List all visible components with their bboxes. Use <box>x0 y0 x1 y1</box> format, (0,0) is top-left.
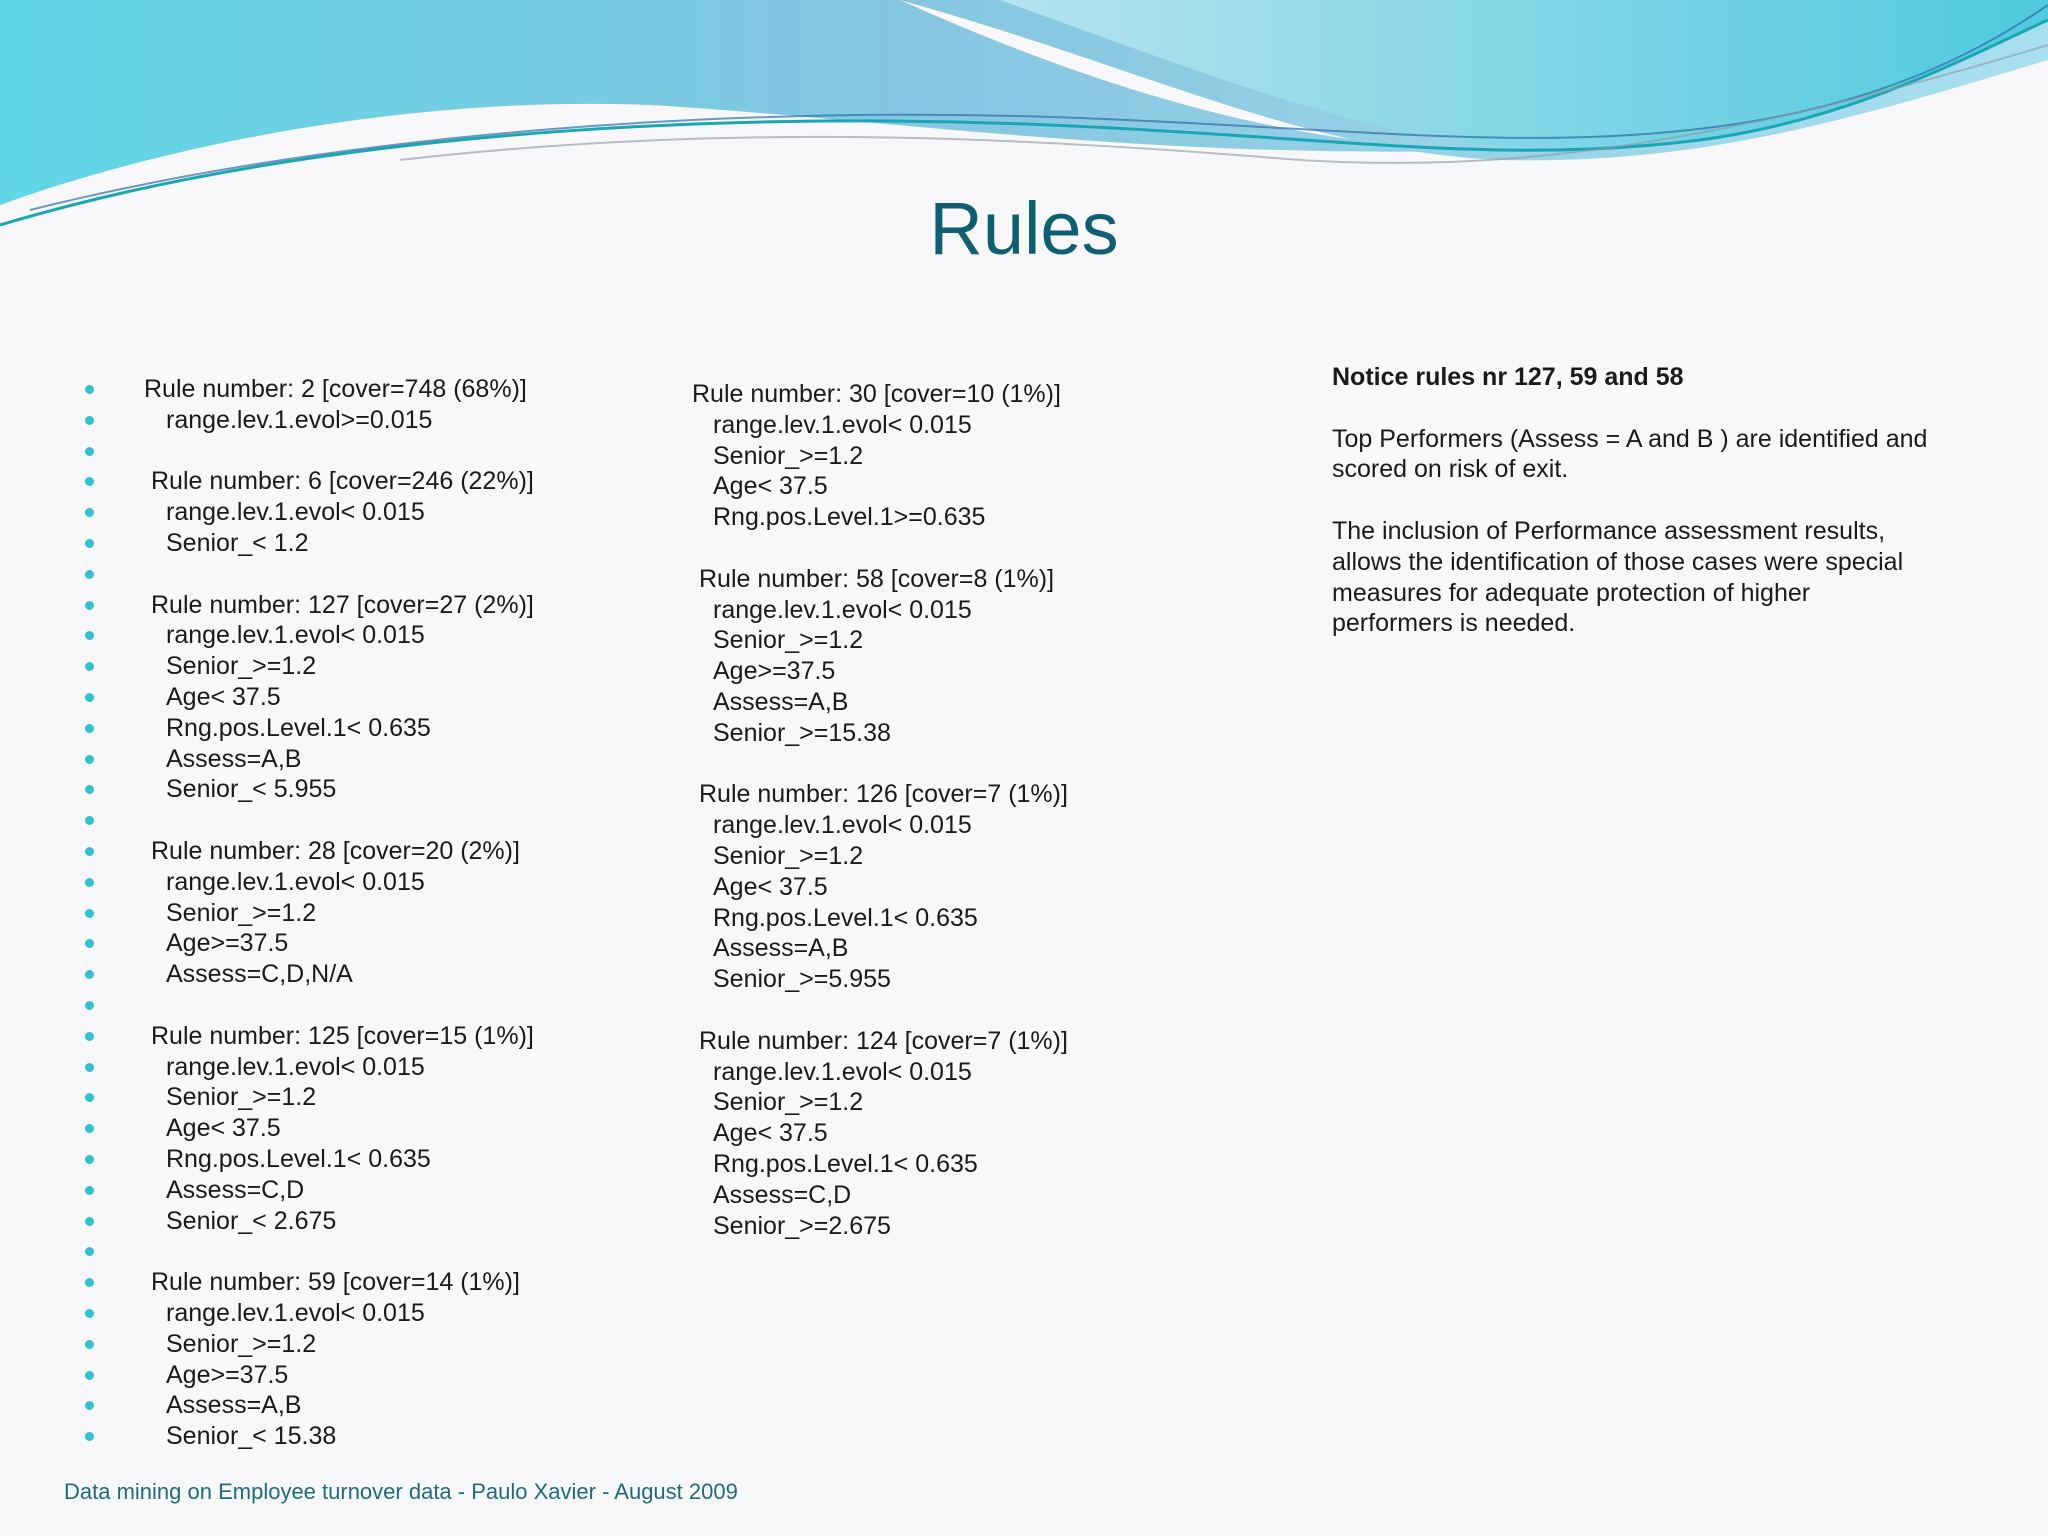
rule-condition: Senior_>=1.2 <box>82 651 682 682</box>
rule-condition: Assess=C,D <box>82 1175 682 1206</box>
notice-panel <box>1332 362 1932 639</box>
list-item-blank <box>82 1236 682 1267</box>
list-item-blank <box>82 805 682 836</box>
notice-heading: Notice rules nr 127, 59 and 58 <box>1332 363 1684 391</box>
rule-condition: Assess=C,D,N/A <box>82 959 682 990</box>
slide-footer: Data mining on Employee turnover data - Paulo Xavier - August 2009 <box>64 1479 738 1504</box>
rule-condition: Senior_< 2.675 <box>82 1206 682 1237</box>
rule-heading: Rule number: 124 [cover=7 (1%)] <box>699 1026 1068 1055</box>
rule-condition: range.lev.1.evol< 0.015 <box>713 1057 972 1086</box>
rule-condition: Senior_>=1.2 <box>713 441 864 470</box>
rule-heading: Rule number: 28 [cover=20 (2%)] <box>82 836 682 867</box>
rule-condition: Age>=37.5 <box>82 928 682 959</box>
rule-condition: range.lev.1.evol>=0.015 <box>82 405 682 436</box>
rule-heading: Rule number: 6 [cover=246 (22%)] <box>82 466 682 497</box>
rule-condition: range.lev.1.evol< 0.015 <box>82 620 682 651</box>
rule-condition: Rng.pos.Level.1< 0.635 <box>82 713 682 744</box>
rule-condition: Rng.pos.Level.1< 0.635 <box>82 1144 682 1175</box>
rule-condition: Rng.pos.Level.1< 0.635 <box>713 903 978 932</box>
list-item-blank <box>692 995 1192 1026</box>
rule-condition: Senior_>=2.675 <box>713 1211 891 1240</box>
rule-condition: range.lev.1.evol< 0.015 <box>82 1052 682 1083</box>
notice-paragraph-top-performers: Top Performers (Assess = A and B ) are identified and scored on risk of exit. <box>1332 424 1928 484</box>
rule-condition: range.lev.1.evol< 0.015 <box>82 867 682 898</box>
rule-condition: Senior_>=1.2 <box>713 626 864 655</box>
rule-condition: Assess=A,B <box>82 744 682 775</box>
rule-condition: Age>=37.5 <box>713 657 836 686</box>
rule-condition: Age< 37.5 <box>713 472 828 501</box>
list-item-blank <box>692 533 1192 564</box>
rule-condition: range.lev.1.evol< 0.015 <box>713 811 972 840</box>
rule-heading: Rule number: 127 [cover=27 (2%)] <box>82 590 682 621</box>
rule-condition: Senior_>=5.955 <box>713 965 891 994</box>
rule-condition: Senior_< 5.955 <box>82 774 682 805</box>
rule-condition: range.lev.1.evol< 0.015 <box>82 497 682 528</box>
rule-condition: Assess=A,B <box>713 687 849 716</box>
rule-condition: Assess=A,B <box>82 1390 682 1421</box>
rule-condition: Age>=37.5 <box>82 1360 682 1391</box>
rule-condition: Age< 37.5 <box>713 1119 828 1148</box>
list-item-blank <box>82 990 682 1021</box>
rule-condition: Senior_>=15.38 <box>713 718 891 747</box>
rule-heading: Rule number: 126 [cover=7 (1%)] <box>699 780 1068 809</box>
rule-condition: Senior_>=1.2 <box>82 1329 682 1360</box>
rule-condition: Senior_>=1.2 <box>713 841 864 870</box>
list-item-blank <box>82 436 682 467</box>
rule-condition: Age< 37.5 <box>82 682 682 713</box>
rule-condition: Senior_>=1.2 <box>713 1088 864 1117</box>
rule-condition: Rng.pos.Level.1< 0.635 <box>713 1149 978 1178</box>
rule-heading: Rule number: 59 [cover=14 (1%)] <box>82 1267 682 1298</box>
rule-condition: Assess=A,B <box>713 934 849 963</box>
rule-heading: Rule number: 125 [cover=15 (1%)] <box>82 1021 682 1052</box>
rule-condition: range.lev.1.evol< 0.015 <box>713 595 972 624</box>
list-item-blank <box>82 559 682 590</box>
rule-condition: Senior_< 1.2 <box>82 528 682 559</box>
rule-condition: Senior_< 15.38 <box>82 1421 682 1452</box>
rule-condition: Assess=C,D <box>713 1180 852 1209</box>
rule-condition: range.lev.1.evol< 0.015 <box>82 1298 682 1329</box>
slide-title: Rules <box>929 187 1119 270</box>
rule-condition: Rng.pos.Level.1>=0.635 <box>713 503 986 532</box>
rule-heading: Rule number: 58 [cover=8 (1%)] <box>699 564 1055 593</box>
rule-condition: Age< 37.5 <box>713 872 828 901</box>
rule-condition: range.lev.1.evol< 0.015 <box>713 410 972 439</box>
rule-heading: Rule number: 30 [cover=10 (1%)] <box>692 380 1061 408</box>
rule-condition: Age< 37.5 <box>82 1113 682 1144</box>
rules-list-left <box>82 374 682 1452</box>
rule-condition: Senior_>=1.2 <box>82 898 682 929</box>
rule-condition: Senior_>=1.2 <box>82 1082 682 1113</box>
list-item-blank <box>692 749 1192 780</box>
rule-heading: Rule number: 2 [cover=748 (68%)] <box>82 374 682 405</box>
notice-paragraph-inclusion: The inclusion of Performance assessment results, allows the identification of those cases were special measures for adequate protection of higher performers is needed. <box>1332 516 1904 638</box>
rules-list-middle <box>692 379 1192 1241</box>
